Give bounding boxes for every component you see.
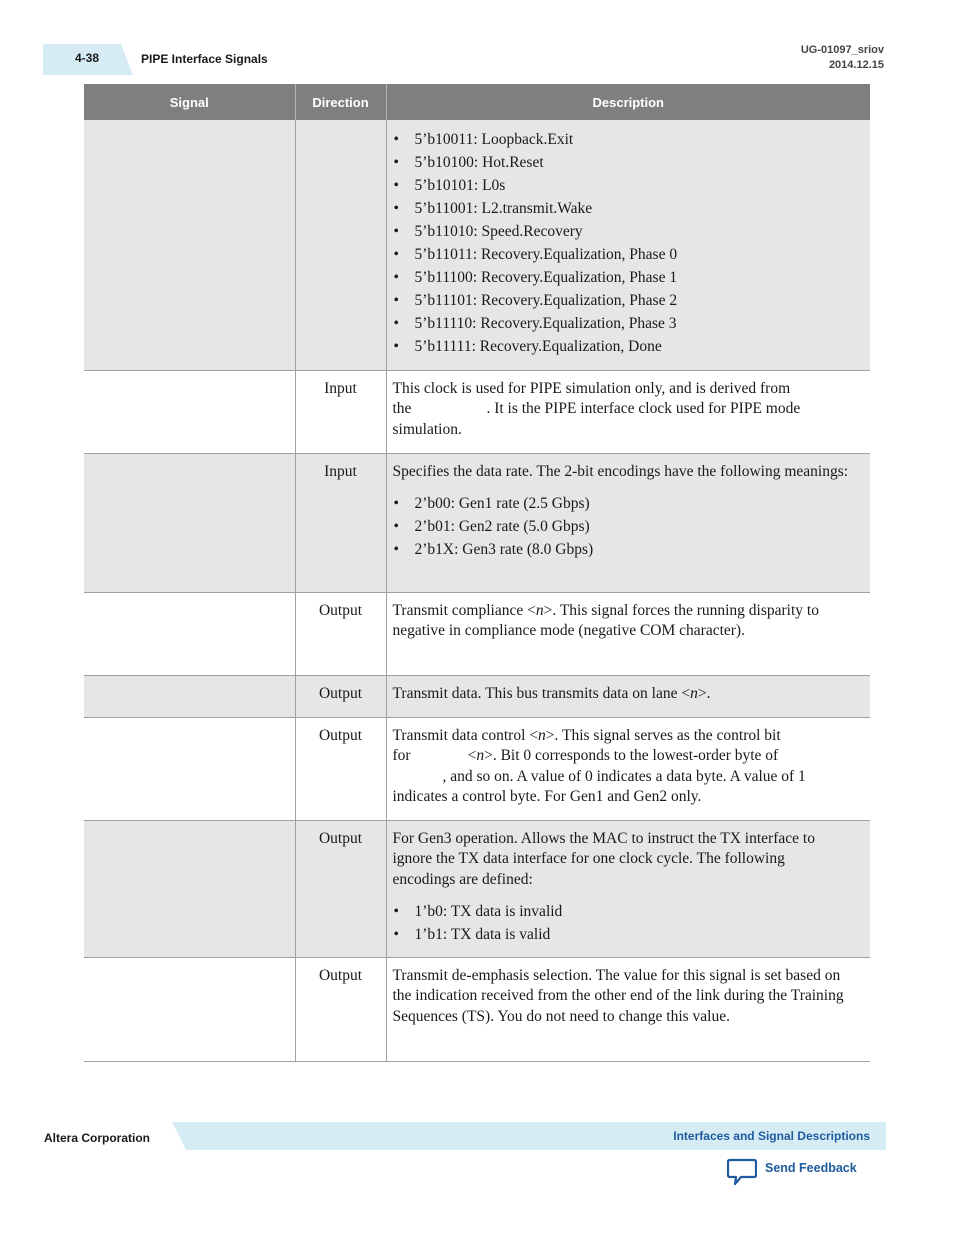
document-date: 2014.12.15 <box>828 59 884 71</box>
table-header-row <box>84 84 870 120</box>
send-feedback-label: Send Feedback <box>765 1161 857 1175</box>
signal-cell <box>84 370 295 453</box>
description-cell <box>386 453 870 592</box>
column-header-signal: Signal <box>84 84 295 120</box>
column-header-direction: Direction <box>295 84 386 120</box>
signal-cell <box>84 453 295 592</box>
signal-cell <box>84 957 295 1061</box>
document-id-code: UG-01097_sriov <box>800 44 884 56</box>
direction-cell: Input <box>295 370 386 453</box>
column-header-description: Description <box>386 84 870 120</box>
encoding-list <box>393 900 851 946</box>
list-item: • 5’b10100: Hot.Reset <box>393 151 851 174</box>
table-row <box>84 370 870 453</box>
list-item: • 5’b11001: L2.transmit.Wake <box>393 197 851 220</box>
table-row <box>84 820 870 957</box>
list-item: • 5’b11011: Recovery.Equalization, Phase 0 <box>393 243 851 266</box>
description-text: Transmit de-emphasis selection. The value for this signal is set based on the indication received from the other end of the link during the Training Sequences (TS). You do not need to change this value. <box>392 966 844 1025</box>
description-text: For Gen3 operation. Allows the MAC to instruct the TX interface to ignore the TX data interface for one clock cycle. The following encodings are defined: <box>392 829 815 888</box>
list-item: • 5’b10011: Loopback.Exit <box>393 128 851 151</box>
section-link[interactable]: Interfaces and Signal Descriptions <box>673 1129 870 1143</box>
table-row <box>84 957 870 1061</box>
list-item: • 5’b11111: Recovery.Equalization, Done <box>393 335 851 358</box>
table-row <box>84 453 870 592</box>
description-cell <box>386 370 870 453</box>
direction-cell <box>295 120 386 370</box>
description-text: Transmit data control <n>. This signal serves as the control bit for <n>. Bit 0 corresponds to the lowest-order byte of , and so on. A value of 0 indicates a data byte. A value of 1 indicates a control byte. For Gen1 and Gen2 only. <box>392 726 806 805</box>
table-row <box>84 592 870 675</box>
description-cell <box>386 675 870 717</box>
direction-cell: Output <box>295 717 386 820</box>
list-item: • 1’b1: TX data is valid <box>393 923 851 946</box>
signal-cell <box>84 120 295 370</box>
table-row <box>84 675 870 717</box>
list-item: • 5’b10101: L0s <box>393 174 851 197</box>
direction-cell: Output <box>295 957 386 1061</box>
description-cell <box>386 592 870 675</box>
description-text: Transmit data. This bus transmits data on lane <n>. <box>392 684 711 702</box>
list-item: • 1’b0: TX data is invalid <box>393 900 851 923</box>
direction-cell: Output <box>295 592 386 675</box>
document-id <box>801 43 884 73</box>
list-item: • 5’b11010: Speed.Recovery <box>393 220 851 243</box>
signal-cell <box>84 592 295 675</box>
send-feedback-button[interactable] <box>727 1158 857 1188</box>
list-item: • 2’b00: Gen1 rate (2.5 Gbps) <box>393 492 851 515</box>
pipe-signal-table <box>84 84 870 1062</box>
list-item: • 2’b01: Gen2 rate (5.0 Gbps) <box>393 515 851 538</box>
signal-cell <box>84 717 295 820</box>
speech-bubble-icon <box>727 1158 757 1186</box>
list-item: • 5’b11101: Recovery.Equalization, Phase 2 <box>393 289 851 312</box>
signal-cell <box>84 675 295 717</box>
description-cell <box>386 820 870 957</box>
description-text: This clock is used for PIPE simulation only, and is derived from the . It is the PIPE interface clock used for PIPE mode simulation. <box>392 379 801 438</box>
list-item: • 2’b1X: Gen3 rate (8.0 Gbps) <box>393 538 851 561</box>
list-item: • 5’b11100: Recovery.Equalization, Phase 1 <box>393 266 851 289</box>
description-cell <box>386 120 870 370</box>
page-number: 4-38 <box>75 51 100 65</box>
table-row <box>84 120 870 370</box>
description-text: Specifies the data rate. The 2-bit encodings have the following meanings: <box>392 462 849 480</box>
direction-cell: Input <box>295 453 386 592</box>
section-title: PIPE Interface Signals <box>141 52 268 66</box>
encoding-list <box>393 492 851 561</box>
list-item: • 5’b11110: Recovery.Equalization, Phase 3 <box>393 312 851 335</box>
direction-cell: Output <box>295 675 386 717</box>
signal-cell <box>84 820 295 957</box>
table-row <box>84 717 870 820</box>
description-cell <box>386 717 870 820</box>
direction-cell: Output <box>295 820 386 957</box>
encoding-list <box>393 128 851 358</box>
description-cell <box>386 957 870 1061</box>
description-text: Transmit compliance <n>. This signal forces the running disparity to negative in compliance mode (negative COM character). <box>392 601 819 639</box>
company-name: Altera Corporation <box>44 1131 151 1145</box>
